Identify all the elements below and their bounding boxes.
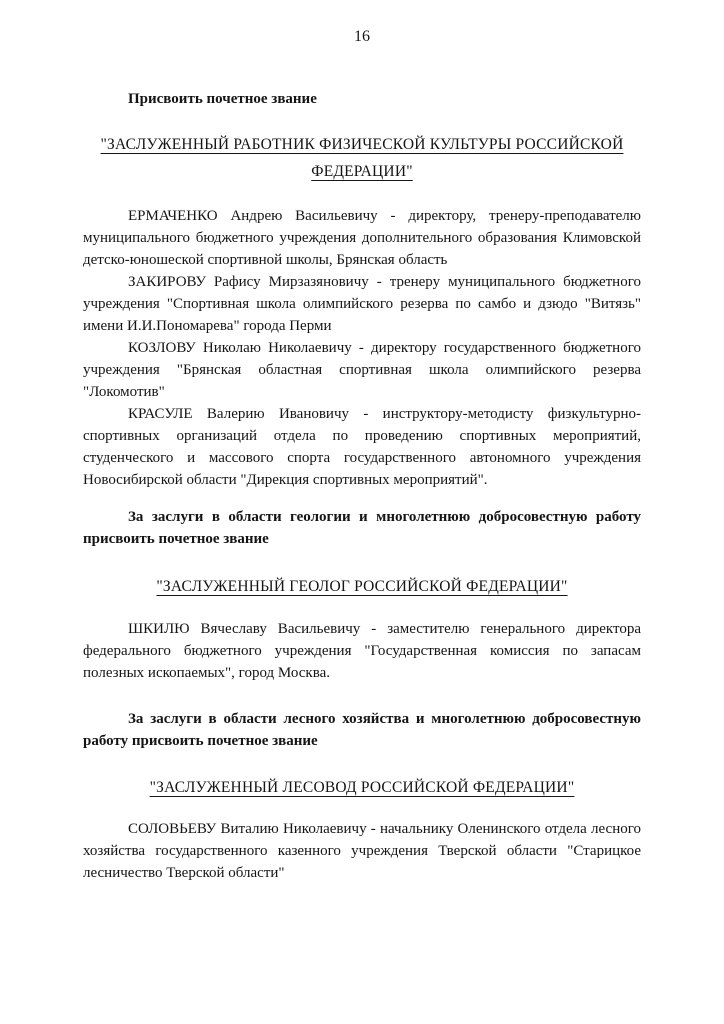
section-lead-forestry: За заслуги в области лесного хозяйства и многолетнюю добросовестную работу присвоить почетное звание — [83, 711, 641, 749]
page-number: 16 — [354, 28, 370, 45]
award-paragraph-kozlov: КОЗЛОВУ Николаю Николаевичу - директору государственного бюджетного учреждения "Брянская областная спортивная школа олимпийского резерва "Локомотив" — [83, 340, 641, 400]
award-paragraph-zakirov: ЗАКИРОВУ Рафису Мирзазяновичу - тренеру муниципального бюджетного учреждения "Спортивная школа олимпийского резерва по самбо и дзюдо "Витязь" имени И.И.Пономарева" города Перми — [83, 274, 641, 334]
section-lead-geology: За заслуги в области геологии и многолетнюю добросовестную работу присвоить почетное звание — [83, 509, 641, 547]
award-paragraph-ermachenko: ЕРМАЧЕНКО Андрею Васильевичу - директору, тренеру-преподавателю муниципального бюджетного учреждения дополнительного образования Климовской детско-юношеской спортивной школы, Брянская область — [83, 208, 641, 268]
section-title-geology: "ЗАСЛУЖЕННЫЙ ГЕОЛОГ РОССИЙСКОЙ ФЕДЕРАЦИИ" — [156, 578, 568, 595]
award-paragraph-soloviev: СОЛОВЬЕВУ Виталию Николаевичу - начальнику Оленинского отдела лесного хозяйства государственного казенного учреждения Тверской области "Старицкое лесничество Тверской области" — [83, 821, 641, 881]
award-paragraph-shkil: ШКИЛЮ Вячеславу Васильевичу - заместителю генерального директора федерального бюджетного учреждения "Государственная комиссия по запасам полезных ископаемых", город Москва. — [83, 621, 641, 681]
award-paragraph-krasulya: КРАСУЛЕ Валерию Ивановичу - инструктору-методисту физкультурно-спортивных организаций отдела по проведению спортивных мероприятий, студенческого и массового спорта государственного автономного учреждения Новосибирской области "Дирекция спортивных мероприятий". — [83, 406, 641, 488]
section-title-physical-culture: "ЗАСЛУЖЕННЫЙ РАБОТНИК ФИЗИЧЕСКОЙ КУЛЬТУРЫ РОССИЙСКОЙ ФЕДЕРАЦИИ" — [100, 136, 624, 180]
section-title-forestry: "ЗАСЛУЖЕННЫЙ ЛЕСОВОД РОССИЙСКОЙ ФЕДЕРАЦИИ" — [149, 779, 575, 796]
section-lead-physical-culture: Присвоить почетное звание — [128, 91, 317, 107]
